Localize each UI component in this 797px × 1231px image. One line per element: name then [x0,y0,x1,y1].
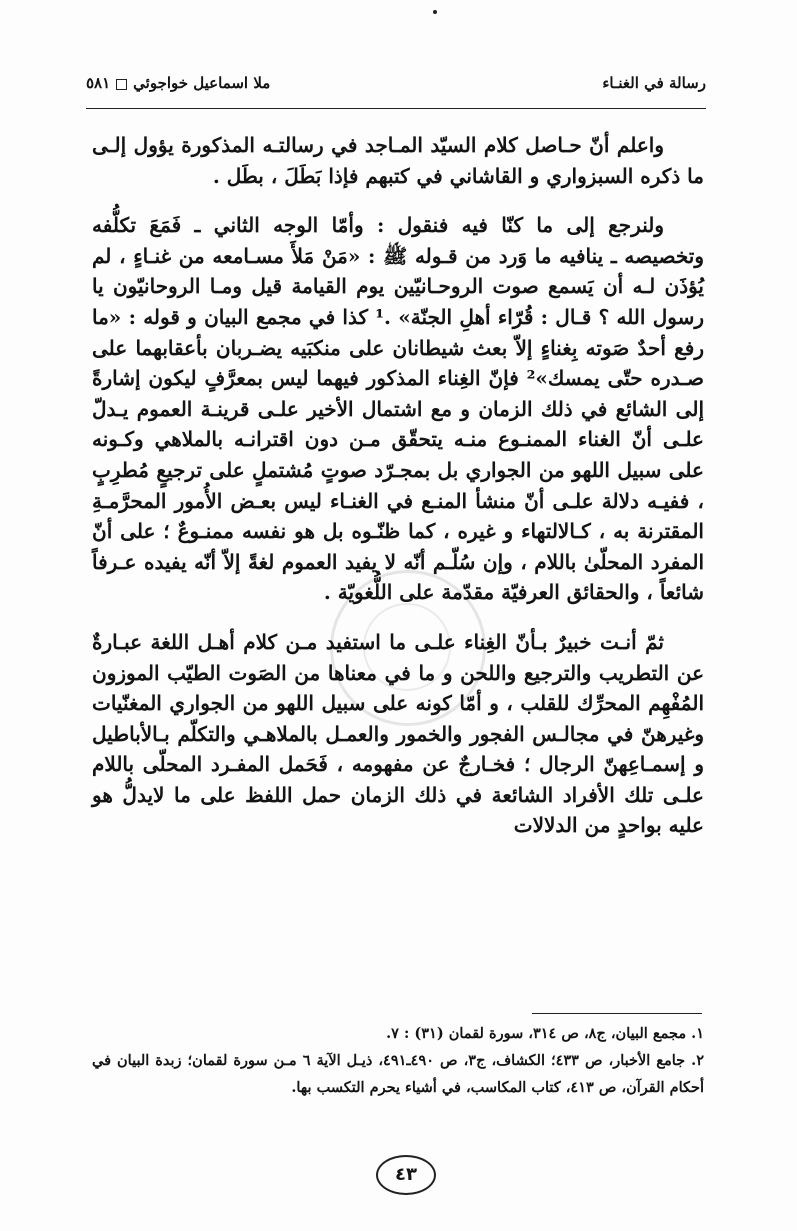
paragraph-2: ولنرجع إلى ما كنّا فيه فنقول : وأمّا الوجه الثاني ـ فَمَعَ تكلُّفه وتخصيصه ـ ينافيه ما وَرد من قـوله ﷺ : «مَنْ مَلأَ مسـامعه من غنـاءٍ ، لم يُؤذَن لـه أن يَسمع صوت الروحـانيّين يوم القيامة قيل ومـا الروحانيّون يا رسول الله ؟ قـال : قُرّاء أهلِ الجنّة» .¹ كذا في مجمع البيان و قوله : «ما رفع أحدٌ صَوته بِغناءٍ إلاّ بعث شيطانان على منكبَيه يضـربان بأعقابهما على صـدره حتّى يمسك»² فإنّ الغِناء المذكور فيهما ليس بمعرَّفٍ ليكون إشارةً إلى الشائع في ذلك الزمان و مع اشتمال الأخير علـى قرينـة العموم يـدلّ علـى أنّ الغناء الممنـوع منـه يتحقّق مـن دون اقترانـه بالملاهي وكـونه على سبيل اللهو من الجواري بل بمجـرّد صوتٍ مُشتملٍ على ترجيعٍ مُطرِبٍ ، ففيـه دلالة علـى أنّ منشأ المنـع في الغنـاء ليس بعـض الأُمور المحرَّمـةِ المقترنة به ، كـالالتهاء و غيره ، كما ظنّـوه بل هو نفسه ممنـوعٌ ؛ على أنّ المفرد المحلّىٰ باللام ، وإن سُلّـم أنّه لا يفيد العموم لغةً إلاّ أنّه يفيده عـرفاً شائعاً ، والحقائق العرفيّة مقدّمة على اللُّغويّة . [92,213,705,605]
paragraph-3: ثمّ أنـت خبيرٌ بـأنّ الغِناء علـى ما استفيد مـن كلام أهـل اللغة عبـارةٌ عن التطريب والترجيع واللحن و ما في معناها من الصَوت الطيّب الموزون المُفْهِم المحرِّك للقلب ، و أمّا كونه على سبيل اللهو من الجواري المغنّيات وغيرهنّ في مجالـس الفجور والخمور والعمـل بالملاهـي والتكلّم بـالأباطيل و إسمـاعِهنّ الرجال ؛ فخـارجٌ عن مفهومه ، فَحَمل المفـرد المحلّى باللام علـى تلك الأفراد الشائعة في ذلك الزمان حمل اللفظ على ما لايدلُّ هو عليه بواحدٍ من الدلالات [92,629,704,838]
header-page-ref: ٥٨١ [86,74,111,92]
footnote-2: ٢. جامع الأخبار، ص ٤٣٣؛ الكشاف، ج٣، ص ٤٩٠ـ٤٩١، ذيـل الآية ٦ مـن سورة لقمان؛ زبدة البيان في أحكام القرآن، ص ٤١٣، كتاب المكاسب، في أشياء يحرم التكسب بها. [92,1052,704,1096]
header-author: ملا اسماعيل خواجوئي [133,74,271,92]
main-text [92,130,704,841]
header-author-block [86,74,270,92]
footnote-rule [532,1013,702,1014]
header-title: رسالة في الغنـاء [602,74,706,92]
paragraph-1: واعلم أنّ حـاصل كلام السيّد المـاجد في رسالتـه المذكورة يؤول إلـى ما ذكره السبزواري و القاشاني في كتبهم فإذا بَطَلَ ، بطَل . [92,133,704,188]
header-rule [86,108,706,109]
footnote-1: ١. مجمع البيان، ج٨، ص ٣١٤، سورة لقمان (٣١) : ٧. [386,1025,704,1042]
top-mark [433,10,437,14]
footnotes [92,1020,704,1101]
page-number: ٤٣ [376,1155,436,1195]
square-ornament-icon [116,79,127,90]
running-header [86,70,706,104]
